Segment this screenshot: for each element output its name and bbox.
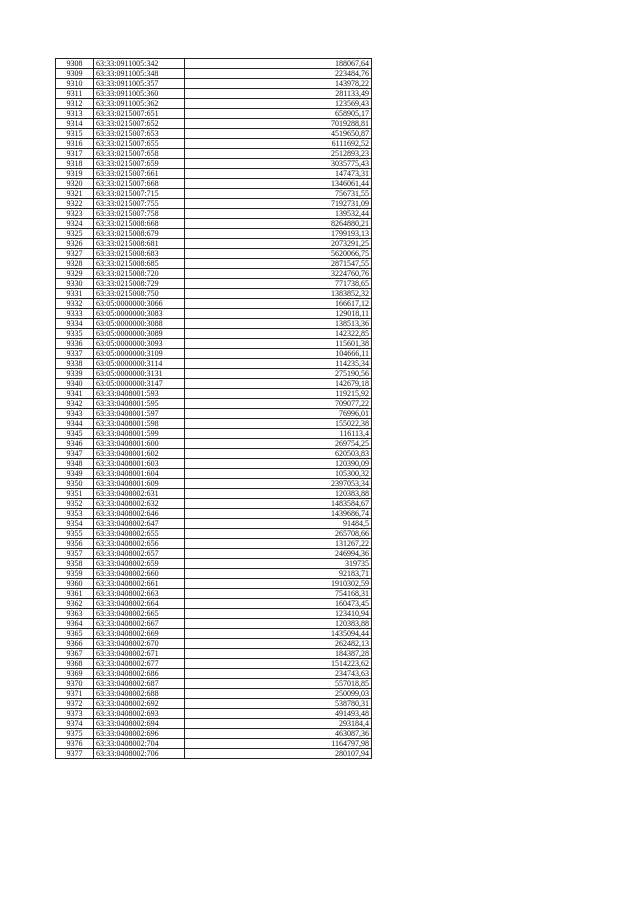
row-number-cell: 9340 xyxy=(56,379,94,389)
row-number-cell: 9339 xyxy=(56,369,94,379)
table-row xyxy=(56,279,372,289)
cadastral-value-cell: 1164797,98 xyxy=(185,739,372,749)
cadastral-value-cell: 120383,88 xyxy=(185,489,372,499)
cadastral-value-cell: 116113,4 xyxy=(185,429,372,439)
cadastral-number-cell: 63:33:0215007:651 xyxy=(94,109,185,119)
table-row xyxy=(56,309,372,319)
row-number-cell: 9344 xyxy=(56,419,94,429)
cadastral-value-cell: 262482,13 xyxy=(185,639,372,649)
cadastral-number-cell: 63:33:0215007:668 xyxy=(94,179,185,189)
cadastral-number-cell: 63:05:0000000:3066 xyxy=(94,299,185,309)
table-row xyxy=(56,129,372,139)
cadastral-value-cell: 4519650,87 xyxy=(185,129,372,139)
cadastral-value-cell: 265708,66 xyxy=(185,529,372,539)
table-row xyxy=(56,689,372,699)
cadastral-value-cell: 538780,31 xyxy=(185,699,372,709)
cadastral-number-cell: 63:33:0215008:729 xyxy=(94,279,185,289)
cadastral-value-cell: 92183,71 xyxy=(185,569,372,579)
cadastral-value-cell: 658905,17 xyxy=(185,109,372,119)
table-row xyxy=(56,319,372,329)
table-row xyxy=(56,199,372,209)
cadastral-number-cell: 63:33:0408002:656 xyxy=(94,539,185,549)
table-row xyxy=(56,649,372,659)
table-row xyxy=(56,299,372,309)
table-row xyxy=(56,89,372,99)
table-row xyxy=(56,389,372,399)
cadastral-value-cell: 463087,36 xyxy=(185,729,372,739)
row-number-cell: 9318 xyxy=(56,159,94,169)
table-row xyxy=(56,349,372,359)
table-row xyxy=(56,739,372,749)
cadastral-number-cell: 63:05:0000000:3131 xyxy=(94,369,185,379)
cadastral-value-cell: 319735 xyxy=(185,559,372,569)
table-row xyxy=(56,669,372,679)
cadastral-value-cell: 234743,63 xyxy=(185,669,372,679)
cadastral-number-cell: 63:33:0408002:631 xyxy=(94,489,185,499)
cadastral-number-cell: 63:33:0408002:667 xyxy=(94,619,185,629)
cadastral-value-cell: 166617,12 xyxy=(185,299,372,309)
table-row xyxy=(56,289,372,299)
table-row xyxy=(56,469,372,479)
cadastral-number-cell: 63:33:0408002:677 xyxy=(94,659,185,669)
cadastral-number-cell: 63:33:0408002:693 xyxy=(94,709,185,719)
row-number-cell: 9328 xyxy=(56,259,94,269)
cadastral-value-cell: 754168,31 xyxy=(185,589,372,599)
table-row xyxy=(56,219,372,229)
cadastral-value-cell: 184387,28 xyxy=(185,649,372,659)
cadastral-value-cell: 2073291,25 xyxy=(185,239,372,249)
cadastral-value-cell: 1799193,13 xyxy=(185,229,372,239)
table-row xyxy=(56,179,372,189)
cadastral-value-cell: 123569,43 xyxy=(185,99,372,109)
cadastral-value-cell: 2397053,34 xyxy=(185,479,372,489)
cadastral-value-cell: 620503,83 xyxy=(185,449,372,459)
cadastral-value-cell: 5620066,75 xyxy=(185,249,372,259)
row-number-cell: 9355 xyxy=(56,529,94,539)
cadastral-number-cell: 63:33:0911005:362 xyxy=(94,99,185,109)
row-number-cell: 9329 xyxy=(56,269,94,279)
row-number-cell: 9313 xyxy=(56,109,94,119)
cadastral-number-cell: 63:33:0408002:632 xyxy=(94,499,185,509)
table-row xyxy=(56,369,372,379)
cadastral-number-cell: 63:33:0408002:694 xyxy=(94,719,185,729)
row-number-cell: 9356 xyxy=(56,539,94,549)
table-row xyxy=(56,409,372,419)
row-number-cell: 9369 xyxy=(56,669,94,679)
cadastral-number-cell: 63:33:0215008:720 xyxy=(94,269,185,279)
cadastral-value-cell: 1483584,67 xyxy=(185,499,372,509)
cadastral-value-cell: 91484,5 xyxy=(185,519,372,529)
row-number-cell: 9342 xyxy=(56,399,94,409)
row-number-cell: 9332 xyxy=(56,299,94,309)
table-row xyxy=(56,329,372,339)
cadastral-value-cell: 7019288,81 xyxy=(185,119,372,129)
table-row xyxy=(56,109,372,119)
row-number-cell: 9359 xyxy=(56,569,94,579)
cadastral-number-cell: 63:33:0215007:655 xyxy=(94,139,185,149)
cadastral-number-cell: 63:33:0408001:599 xyxy=(94,429,185,439)
table-row xyxy=(56,619,372,629)
cadastral-value-cell: 280107,94 xyxy=(185,749,372,759)
row-number-cell: 9377 xyxy=(56,749,94,759)
table-row xyxy=(56,549,372,559)
cadastral-number-cell: 63:33:0408002:660 xyxy=(94,569,185,579)
cadastral-value-table xyxy=(55,58,372,759)
row-number-cell: 9357 xyxy=(56,549,94,559)
cadastral-value-cell: 1910302,59 xyxy=(185,579,372,589)
row-number-cell: 9322 xyxy=(56,199,94,209)
table-row xyxy=(56,679,372,689)
row-number-cell: 9308 xyxy=(56,59,94,69)
table-row xyxy=(56,539,372,549)
cadastral-number-cell: 63:33:0215007:659 xyxy=(94,159,185,169)
cadastral-value-cell: 223484,76 xyxy=(185,69,372,79)
row-number-cell: 9360 xyxy=(56,579,94,589)
cadastral-value-cell: 8264880,21 xyxy=(185,219,372,229)
cadastral-value-cell: 281133,49 xyxy=(185,89,372,99)
cadastral-value-cell: 1439686,74 xyxy=(185,509,372,519)
cadastral-value-cell: 188067,64 xyxy=(185,59,372,69)
table-row xyxy=(56,579,372,589)
table-body xyxy=(56,59,372,759)
table-row xyxy=(56,439,372,449)
row-number-cell: 9338 xyxy=(56,359,94,369)
cadastral-number-cell: 63:33:0911005:360 xyxy=(94,89,185,99)
row-number-cell: 9335 xyxy=(56,329,94,339)
table-row xyxy=(56,229,372,239)
cadastral-number-cell: 63:33:0408002:664 xyxy=(94,599,185,609)
row-number-cell: 9317 xyxy=(56,149,94,159)
table-row xyxy=(56,399,372,409)
table-row xyxy=(56,139,372,149)
table-row xyxy=(56,149,372,159)
cadastral-value-cell: 131267,22 xyxy=(185,539,372,549)
table-row xyxy=(56,79,372,89)
cadastral-value-cell: 250099,03 xyxy=(185,689,372,699)
cadastral-value-cell: 1383852,32 xyxy=(185,289,372,299)
cadastral-number-cell: 63:33:0408001:593 xyxy=(94,389,185,399)
cadastral-value-cell: 105300,32 xyxy=(185,469,372,479)
table-row xyxy=(56,749,372,759)
table-row xyxy=(56,569,372,579)
cadastral-number-cell: 63:33:0408002:646 xyxy=(94,509,185,519)
cadastral-number-cell: 63:33:0408002:665 xyxy=(94,609,185,619)
cadastral-value-cell: 139532,44 xyxy=(185,209,372,219)
table-row xyxy=(56,559,372,569)
cadastral-value-cell: 155022,38 xyxy=(185,419,372,429)
table-row xyxy=(56,529,372,539)
cadastral-number-cell: 63:33:0215008:683 xyxy=(94,249,185,259)
cadastral-value-cell: 114235,34 xyxy=(185,359,372,369)
row-number-cell: 9349 xyxy=(56,469,94,479)
row-number-cell: 9361 xyxy=(56,589,94,599)
row-number-cell: 9364 xyxy=(56,619,94,629)
cadastral-value-cell: 275190,56 xyxy=(185,369,372,379)
cadastral-value-cell: 129018,11 xyxy=(185,309,372,319)
table-row xyxy=(56,459,372,469)
row-number-cell: 9365 xyxy=(56,629,94,639)
row-number-cell: 9376 xyxy=(56,739,94,749)
table-row xyxy=(56,599,372,609)
cadastral-number-cell: 63:33:0408002:655 xyxy=(94,529,185,539)
row-number-cell: 9358 xyxy=(56,559,94,569)
row-number-cell: 9312 xyxy=(56,99,94,109)
cadastral-value-cell: 557018,85 xyxy=(185,679,372,689)
cadastral-number-cell: 63:05:0000000:3089 xyxy=(94,329,185,339)
cadastral-value-cell: 1346061,44 xyxy=(185,179,372,189)
table-row xyxy=(56,609,372,619)
cadastral-value-cell: 76996,01 xyxy=(185,409,372,419)
table-row xyxy=(56,359,372,369)
cadastral-number-cell: 63:33:0215007:758 xyxy=(94,209,185,219)
table-row xyxy=(56,519,372,529)
cadastral-number-cell: 63:33:0215007:658 xyxy=(94,149,185,159)
cadastral-number-cell: 63:33:0215008:750 xyxy=(94,289,185,299)
cadastral-number-cell: 63:33:0215008:668 xyxy=(94,219,185,229)
cadastral-number-cell: 63:33:0215007:661 xyxy=(94,169,185,179)
row-number-cell: 9334 xyxy=(56,319,94,329)
cadastral-number-cell: 63:33:0215007:755 xyxy=(94,199,185,209)
table-row xyxy=(56,639,372,649)
row-number-cell: 9346 xyxy=(56,439,94,449)
row-number-cell: 9348 xyxy=(56,459,94,469)
cadastral-value-cell: 119215,92 xyxy=(185,389,372,399)
row-number-cell: 9336 xyxy=(56,339,94,349)
cadastral-number-cell: 63:33:0408001:598 xyxy=(94,419,185,429)
cadastral-number-cell: 63:33:0215007:653 xyxy=(94,129,185,139)
table-row xyxy=(56,189,372,199)
table-row xyxy=(56,159,372,169)
row-number-cell: 9347 xyxy=(56,449,94,459)
cadastral-number-cell: 63:33:0215008:679 xyxy=(94,229,185,239)
cadastral-number-cell: 63:33:0408001:603 xyxy=(94,459,185,469)
cadastral-number-cell: 63:33:0408002:670 xyxy=(94,639,185,649)
table-row xyxy=(56,59,372,69)
cadastral-number-cell: 63:33:0215008:685 xyxy=(94,259,185,269)
cadastral-value-cell: 1435094,44 xyxy=(185,629,372,639)
table-row xyxy=(56,449,372,459)
row-number-cell: 9372 xyxy=(56,699,94,709)
cadastral-number-cell: 63:33:0408001:595 xyxy=(94,399,185,409)
cadastral-number-cell: 63:05:0000000:3109 xyxy=(94,349,185,359)
row-number-cell: 9325 xyxy=(56,229,94,239)
row-number-cell: 9362 xyxy=(56,599,94,609)
cadastral-number-cell: 63:33:0408001:604 xyxy=(94,469,185,479)
row-number-cell: 9374 xyxy=(56,719,94,729)
cadastral-value-cell: 120383,88 xyxy=(185,619,372,629)
row-number-cell: 9320 xyxy=(56,179,94,189)
table-row xyxy=(56,339,372,349)
table-row xyxy=(56,589,372,599)
cadastral-number-cell: 63:33:0408002:696 xyxy=(94,729,185,739)
cadastral-value-cell: 1514223,62 xyxy=(185,659,372,669)
table-row xyxy=(56,379,372,389)
row-number-cell: 9309 xyxy=(56,69,94,79)
cadastral-value-cell: 138513,36 xyxy=(185,319,372,329)
cadastral-value-cell: 756731,55 xyxy=(185,189,372,199)
table-row xyxy=(56,169,372,179)
cadastral-number-cell: 63:33:0408001:597 xyxy=(94,409,185,419)
row-number-cell: 9324 xyxy=(56,219,94,229)
cadastral-number-cell: 63:33:0215008:681 xyxy=(94,239,185,249)
cadastral-value-cell: 6111692,52 xyxy=(185,139,372,149)
table-row xyxy=(56,499,372,509)
cadastral-number-cell: 63:33:0408002:661 xyxy=(94,579,185,589)
row-number-cell: 9371 xyxy=(56,689,94,699)
table-row xyxy=(56,629,372,639)
row-number-cell: 9352 xyxy=(56,499,94,509)
cadastral-number-cell: 63:33:0408001:600 xyxy=(94,439,185,449)
row-number-cell: 9326 xyxy=(56,239,94,249)
cadastral-number-cell: 63:05:0000000:3083 xyxy=(94,309,185,319)
cadastral-number-cell: 63:05:0000000:3147 xyxy=(94,379,185,389)
cadastral-value-cell: 142679,18 xyxy=(185,379,372,389)
table-row xyxy=(56,99,372,109)
cadastral-value-cell: 123410,94 xyxy=(185,609,372,619)
table-row xyxy=(56,509,372,519)
cadastral-value-cell: 709077,22 xyxy=(185,399,372,409)
cadastral-number-cell: 63:05:0000000:3114 xyxy=(94,359,185,369)
row-number-cell: 9319 xyxy=(56,169,94,179)
cadastral-number-cell: 63:33:0408002:663 xyxy=(94,589,185,599)
cadastral-number-cell: 63:33:0408002:669 xyxy=(94,629,185,639)
cadastral-number-cell: 63:33:0408002:657 xyxy=(94,549,185,559)
row-number-cell: 9321 xyxy=(56,189,94,199)
cadastral-value-cell: 269754,25 xyxy=(185,439,372,449)
cadastral-number-cell: 63:05:0000000:3088 xyxy=(94,319,185,329)
table-row xyxy=(56,269,372,279)
table-row xyxy=(56,699,372,709)
cadastral-number-cell: 63:33:0408001:602 xyxy=(94,449,185,459)
cadastral-number-cell: 63:05:0000000:3093 xyxy=(94,339,185,349)
cadastral-number-cell: 63:33:0408002:647 xyxy=(94,519,185,529)
row-number-cell: 9311 xyxy=(56,89,94,99)
table-row xyxy=(56,709,372,719)
table-row xyxy=(56,209,372,219)
row-number-cell: 9351 xyxy=(56,489,94,499)
row-number-cell: 9343 xyxy=(56,409,94,419)
table-row xyxy=(56,119,372,129)
table-row xyxy=(56,249,372,259)
cadastral-value-sheet xyxy=(55,58,372,759)
cadastral-value-cell: 293184,4 xyxy=(185,719,372,729)
table-row xyxy=(56,719,372,729)
cadastral-number-cell: 63:33:0911005:348 xyxy=(94,69,185,79)
row-number-cell: 9366 xyxy=(56,639,94,649)
cadastral-number-cell: 63:33:0408002:686 xyxy=(94,669,185,679)
cadastral-value-cell: 3035775,43 xyxy=(185,159,372,169)
row-number-cell: 9367 xyxy=(56,649,94,659)
table-row xyxy=(56,69,372,79)
cadastral-number-cell: 63:33:0408002:671 xyxy=(94,649,185,659)
cadastral-number-cell: 63:33:0408002:687 xyxy=(94,679,185,689)
cadastral-value-cell: 771738,65 xyxy=(185,279,372,289)
row-number-cell: 9316 xyxy=(56,139,94,149)
table-row xyxy=(56,729,372,739)
cadastral-value-cell: 491493,48 xyxy=(185,709,372,719)
cadastral-value-cell: 2512893,23 xyxy=(185,149,372,159)
cadastral-number-cell: 63:33:0408002:706 xyxy=(94,749,185,759)
table-row xyxy=(56,429,372,439)
row-number-cell: 9333 xyxy=(56,309,94,319)
row-number-cell: 9315 xyxy=(56,129,94,139)
cadastral-number-cell: 63:33:0911005:342 xyxy=(94,59,185,69)
table-row xyxy=(56,239,372,249)
row-number-cell: 9354 xyxy=(56,519,94,529)
row-number-cell: 9345 xyxy=(56,429,94,439)
cadastral-number-cell: 63:33:0408002:692 xyxy=(94,699,185,709)
row-number-cell: 9370 xyxy=(56,679,94,689)
cadastral-value-cell: 246994,36 xyxy=(185,549,372,559)
cadastral-value-cell: 104666,11 xyxy=(185,349,372,359)
row-number-cell: 9314 xyxy=(56,119,94,129)
row-number-cell: 9330 xyxy=(56,279,94,289)
cadastral-number-cell: 63:33:0408001:609 xyxy=(94,479,185,489)
cadastral-value-cell: 115601,38 xyxy=(185,339,372,349)
table-row xyxy=(56,489,372,499)
table-row xyxy=(56,259,372,269)
table-row xyxy=(56,479,372,489)
row-number-cell: 9341 xyxy=(56,389,94,399)
row-number-cell: 9373 xyxy=(56,709,94,719)
row-number-cell: 9310 xyxy=(56,79,94,89)
cadastral-number-cell: 63:33:0911005:357 xyxy=(94,79,185,89)
row-number-cell: 9337 xyxy=(56,349,94,359)
row-number-cell: 9331 xyxy=(56,289,94,299)
row-number-cell: 9353 xyxy=(56,509,94,519)
cadastral-value-cell: 2871547,55 xyxy=(185,259,372,269)
cadastral-value-cell: 143978,22 xyxy=(185,79,372,89)
row-number-cell: 9327 xyxy=(56,249,94,259)
cadastral-number-cell: 63:33:0408002:704 xyxy=(94,739,185,749)
cadastral-value-cell: 3224760,76 xyxy=(185,269,372,279)
cadastral-number-cell: 63:33:0408002:659 xyxy=(94,559,185,569)
cadastral-number-cell: 63:33:0408002:688 xyxy=(94,689,185,699)
cadastral-value-cell: 7192731,09 xyxy=(185,199,372,209)
table-row xyxy=(56,419,372,429)
row-number-cell: 9350 xyxy=(56,479,94,489)
row-number-cell: 9368 xyxy=(56,659,94,669)
row-number-cell: 9323 xyxy=(56,209,94,219)
cadastral-value-cell: 120390,09 xyxy=(185,459,372,469)
cadastral-value-cell: 147473,31 xyxy=(185,169,372,179)
table-row xyxy=(56,659,372,669)
cadastral-number-cell: 63:33:0215007:715 xyxy=(94,189,185,199)
row-number-cell: 9375 xyxy=(56,729,94,739)
cadastral-value-cell: 160473,45 xyxy=(185,599,372,609)
cadastral-value-cell: 142322,85 xyxy=(185,329,372,339)
row-number-cell: 9363 xyxy=(56,609,94,619)
cadastral-number-cell: 63:33:0215007:652 xyxy=(94,119,185,129)
